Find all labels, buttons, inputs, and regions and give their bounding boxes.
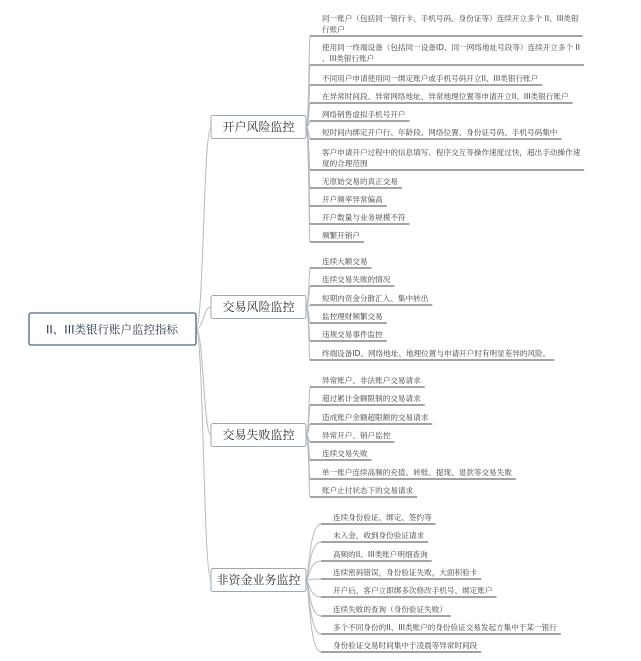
leaf-item bbox=[310, 194, 387, 206]
leaf-item bbox=[321, 585, 496, 597]
leaf-label: 开户数量与业务规模不符 bbox=[322, 213, 406, 222]
branch-leaf-connector bbox=[306, 580, 321, 634]
leaf-item bbox=[321, 604, 451, 616]
leaf-label: 不同用户申请使用同一绑定账户或手机号码开立II、III类银行账户 bbox=[322, 74, 539, 83]
root-branch-connector bbox=[196, 127, 211, 329]
leaf-item bbox=[310, 448, 372, 460]
leaf-label: 连续身份验证、绑定、签约等 bbox=[333, 513, 432, 522]
branch-leaf-connector bbox=[306, 579, 321, 580]
leaf-label: 超过累计金额限制的交易请求 bbox=[322, 394, 421, 403]
leaf-item bbox=[310, 348, 554, 360]
leaf-item bbox=[310, 467, 516, 479]
leaf-label: 开户后，客户立即绑多次修改手机号、绑定账户 bbox=[333, 586, 493, 595]
leaf-item bbox=[321, 567, 481, 579]
leaf-item bbox=[321, 622, 561, 634]
leaf-item bbox=[321, 549, 432, 561]
leaf-label: 账户止付状态下的交易请求 bbox=[322, 486, 414, 495]
branch-layer bbox=[211, 116, 306, 592]
leaf-label: 造成账户余额超限额的交易请求 bbox=[322, 413, 429, 422]
leaf-label: 频繁开销户 bbox=[322, 231, 360, 240]
leaf-label: 连续大额交易 bbox=[322, 257, 368, 266]
leaf-label: 违规交易事件监控 bbox=[322, 330, 383, 339]
leaf-item bbox=[310, 176, 402, 188]
leaf-item bbox=[310, 329, 387, 341]
leaf-item bbox=[310, 91, 573, 103]
branch-label: 开户风险监控 bbox=[222, 120, 295, 135]
leaf-label: 连续交易失败 bbox=[322, 449, 368, 458]
leaf-label: 客户申请开户过程中的信息填写、程序交互等操作速度过快，超出手动操作速 bbox=[322, 148, 581, 157]
leaf-item bbox=[310, 311, 387, 323]
leaf-item bbox=[310, 42, 584, 65]
leaf-label: 网络销售虚拟手机号开户 bbox=[322, 110, 406, 119]
leaf-label: 监控理财频繁交易 bbox=[322, 312, 383, 321]
leaf-item bbox=[310, 375, 425, 387]
leaf-item bbox=[310, 147, 584, 170]
leaf-label: 多个不同身份的II、III类账户的身份验证交易发起方集中于某一银行 bbox=[333, 623, 557, 632]
branch-label: 交易失败监控 bbox=[222, 428, 295, 443]
leaf-item bbox=[310, 109, 410, 121]
leaf-item bbox=[310, 212, 410, 224]
leaf-label: 终端设备ID、网络地址、地理位置与申请开户时有明显差异的风险。 bbox=[322, 349, 551, 358]
leaf-item bbox=[310, 412, 432, 424]
leaf-label: 无原始交易的真正交易 bbox=[322, 177, 398, 186]
leaf-label: 短期内资金分散汇入、集中转出 bbox=[322, 294, 429, 303]
branch-label: 非资金业务监控 bbox=[216, 573, 301, 588]
leaf-item bbox=[310, 127, 561, 139]
root-node bbox=[29, 313, 196, 345]
leaf-label: 行账户 bbox=[322, 25, 345, 34]
leaf-label: 连续失败的查询（身份验证失败） bbox=[333, 605, 447, 614]
leaf-item bbox=[310, 13, 583, 36]
leaf-label: 连续交易失败的情况 bbox=[322, 275, 391, 284]
branch-label: 交易风险监控 bbox=[222, 300, 295, 315]
leaf-label: 使用同一终端设备（包括同一设备ID、同一网络地址号段等）连续开立多个 II bbox=[322, 43, 580, 52]
leaf-item bbox=[321, 640, 481, 652]
leaf-label: 未入金，收到身份验证请求 bbox=[333, 531, 425, 540]
leaf-item bbox=[310, 73, 542, 85]
leaf-item bbox=[310, 430, 394, 442]
leaf-label: 异常开户、销户监控 bbox=[322, 431, 391, 440]
leaf-label: 高频的II、III类账户明细查询 bbox=[333, 550, 428, 559]
leaf-label: 度的合理范围 bbox=[322, 159, 368, 168]
leaf-item bbox=[321, 530, 428, 542]
leaf-item bbox=[310, 230, 364, 242]
leaf-label: 在异常时间段、异常网络地址、异常地理位置等申请开立II、III类银行账户 bbox=[322, 92, 569, 101]
leaf-label: 异常账户、非法账户交易请求 bbox=[322, 376, 421, 385]
leaf-label: 身份验证交易时间集中于凌晨等异常时间段 bbox=[333, 641, 478, 650]
leaf-item bbox=[310, 274, 394, 286]
leaf-label: 短时间内绑定开户行、年龄段、网络位置、身份证号码、手机号码集中 bbox=[322, 128, 558, 137]
root-label: II、III类银行账户监控指标 bbox=[46, 322, 178, 337]
root-branch-connector bbox=[196, 329, 211, 580]
leaf-item bbox=[310, 485, 417, 497]
leaf-label: 、III类银行账户 bbox=[322, 54, 375, 63]
leaf-label: 开户频率异常偏高 bbox=[322, 195, 383, 204]
leaf-item bbox=[310, 293, 432, 305]
leaf-label: 同一账户（包括同一银行卡、手机号码、身份证等）连续开立多个 II、III类银 bbox=[322, 14, 579, 23]
leaf-label: 连续密码错误，身份验证失败，大面积验卡 bbox=[333, 568, 478, 577]
leaf-item bbox=[310, 256, 372, 268]
root-branch-connector bbox=[196, 329, 211, 435]
leaf-item bbox=[310, 393, 425, 405]
leaf-label: 单一账户连续高频的充值、转账、提现、退款等交易失败 bbox=[322, 468, 512, 477]
leaf-item bbox=[321, 512, 436, 524]
leaf-layer bbox=[310, 13, 584, 652]
